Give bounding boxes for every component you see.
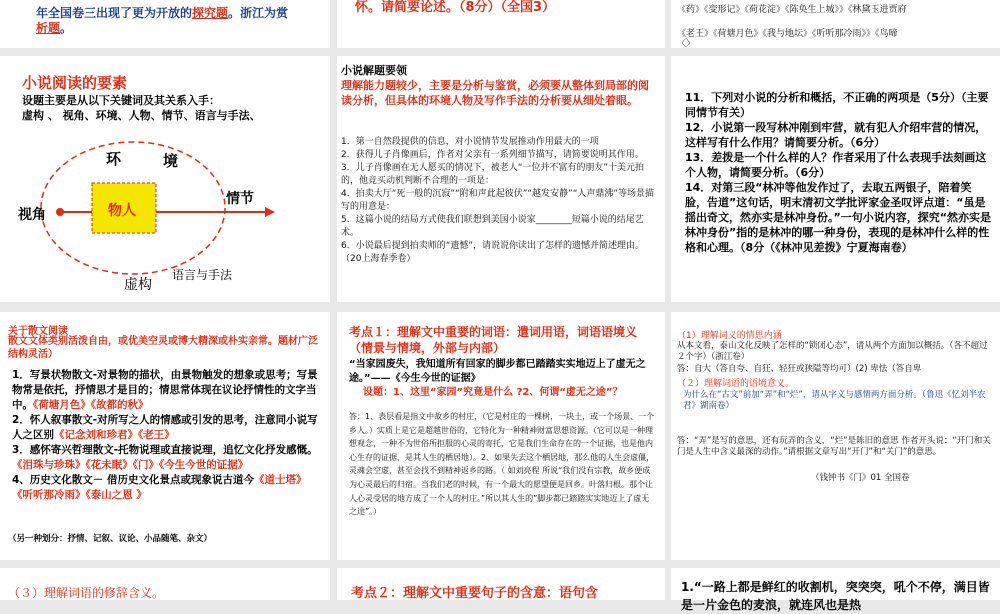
question-item: 11．下列对小说的分析和概括，不正确的两项是（5分）（主要同情节有关） [685, 91, 989, 119]
lead-text: 散文文体类别活泼自由，或优美空灵或博大精深或朴实亲常。题材广泛结构灵活） [8, 336, 318, 360]
slide-heading: 小说解题要领 [341, 64, 407, 77]
question-text: 怀。请简要论述。（8分）（全国3） [355, 0, 556, 15]
slide-heading: 考点１：理解文中重要的词语：遣词用语，词语语境义（情景与情境，外部与内部） [349, 325, 638, 355]
text-span: 年全国卷三出现了更为开放的 [36, 6, 193, 20]
type-works: 《荷塘月色》《故都的秋》 [33, 399, 149, 411]
question-item: 5．这篇小说的结局方式使我们联想到美国小说家________短篇小说的结尾艺术。 [341, 215, 644, 238]
slide-key-point-1[interactable] [337, 312, 665, 560]
slide-top-left[interactable] [0, 0, 330, 48]
slide-top-middle[interactable] [337, 0, 665, 48]
slide-key-point-2[interactable] [337, 568, 665, 600]
label-plot: 情节 [226, 191, 254, 207]
type-text: 4、历史文化散文－ 借历史文化景点或现象说古道今 [12, 474, 254, 486]
section-heading: （２）理解词语的语境意义。 [677, 379, 795, 389]
essay-type-list [12, 368, 322, 503]
essay-type-item [12, 368, 322, 413]
slide-text: 1.“一路上都是鲜红的收割机，突突突，吼个不停，满目皆是一片金色的麦浪，就连风也是热 [681, 580, 990, 612]
type-works: 《记念刘和珍君》《老王》 [54, 429, 175, 441]
essay-type-item [12, 443, 322, 473]
question-item: 3．儿子肖像画在无人愿买的情况下，被老人“一位并不富有的朋友”十美元拍的，他竞买动机判断不合理的一项是： [341, 163, 645, 186]
question-item: 1．第一自然段提供的信息，对小说情节发展推动作用最大的一项 [341, 137, 599, 147]
text-span: 。 [60, 21, 73, 35]
works-line: 〈〉 [677, 39, 696, 49]
question-item: 2．获得儿子肖像画后，作者对父亲有一系列细节描写，请简要说明其作用。 [341, 150, 644, 160]
label-viewpoint: 视角 [18, 207, 46, 223]
question-item: 13．差拨是一个什么样的人？作者采用了什么表现手法刻画这个人物，请简要分析。（6分） [685, 151, 987, 179]
slide-heading: （３）理解词语的修辞含义。 [8, 586, 165, 600]
label-environment: 环 [106, 150, 122, 168]
slide-heading: 关于散文阅读 [8, 326, 68, 337]
question-item: 6．小说最后提到拍卖师的“遗憾”，请说说你读出了怎样的遗憾并简述理由。（20上海春季卷） [341, 241, 645, 264]
footer-note: （另一种划分：抒情、记叙、议论、小品随笔、杂文） [8, 534, 213, 544]
label-environment-2: 境 [163, 152, 179, 170]
answer-text: 答：自大（答自夸、自狂、轻狂或狭隘等均可）(2) 卑怯（答自卑 [677, 364, 922, 374]
question-item: 4．拍卖大厅“死一般的沉寂”“附和声此起彼伏”“越发安静”“人声鼎沸”等场景描写的用意是： [341, 189, 655, 212]
slide-novel-tips[interactable] [337, 56, 665, 302]
essay-type-item [12, 413, 322, 443]
viewpoint-dot [56, 208, 64, 216]
slide-top-right[interactable] [671, 0, 1000, 48]
slide-text [36, 6, 288, 36]
slide-word-meaning[interactable] [671, 312, 1000, 560]
answer-text: 答：“弄”是写的意思，还有玩弄的含义，“烂”是陈旧的意思 作者开头说：“开门和关门是人生中含义最深的动作。”请根据文章写出“开门”和“关门”的意思。 [677, 436, 991, 457]
question-text: 为什么在“古文”前加“弄”和“烂”，请从字义与感情两方面分析。（鲁迅《忆刘半农君》湖南卷） [683, 390, 986, 411]
text-span: 。浙江为赏 [228, 6, 289, 20]
question-text: 从本文看，泰山文化反映了怎样的“锁闭心态”，请从两个方面加以概括。（各不超过２个字）（浙江卷） [677, 341, 988, 362]
slide-novel-elements[interactable] [0, 56, 330, 302]
question-text: 设题：1、这里“家园”究竟是什么 ?2、何谓“虚无之途”？ [363, 387, 623, 398]
type-text: 2．怀人叙事散文-对所写之人的情感或引发的思考，注意同小说写人之区别 [12, 414, 318, 441]
essay-type-item [12, 473, 322, 503]
keyword-link: 探究题 [192, 6, 229, 20]
elements-diagram [0, 56, 330, 302]
answer-text: 答：1、表层看是指文中故乡的村庄，（它是村庄的一棵树，一块土，或一个场景、一个乡人。）实质上是它是超越世俗的，它特化为一种精神财富思想资源。（它可以是一种理想观念，一种不为世俗所拒服的心灵的寄托，它是我们生命存在的一个证据，也是他内心生存的证据，是其人生的栖居地）。2、如果失去这个栖居地，那么他的人生会虚僵，灵魂会空虚，甚至会找不到精神返乡的路。（ 如刘亮程 所说“我们没有宗教，故乡便成为心灵最后的归宿。当我们老的时候，有一个最大的愿望便是回乡。叶落归根。那个让人心灵受居的地方成了一个人的村庄。”所以其人生的”脚步都已踏踏实实地迈上了虚无之途”。） [349, 412, 655, 517]
works-line: 《老王》《荷塘月色》《我与地坛》《听听那冷雨》》《鸟啼 [677, 29, 898, 39]
slide-rhetoric[interactable] [0, 568, 330, 600]
section-heading: （1）理解词义的情思内涵 [677, 331, 782, 341]
type-works: 《道士塔》《听听那冷雨》《泰山之恩 》 [12, 474, 307, 501]
label-fiction: 虚构 [124, 277, 152, 293]
source-text: （钱钟书《门》01 全国卷 [811, 473, 910, 483]
type-text: 3．感怀寄兴哲理散文-托物说理或直接说理，追忆文化抒发感慨。 [12, 444, 318, 456]
question-item: 14．对第三段“林冲等他发作过了，去取五两银子，陪着笑脸，告道”这句话，明末清初文学批评家金圣叹评点道：“虽是揺出奇文，然亦实是林冲身份。”一句小说内容，探究“然亦实是林冲身份”指的是林冲的哪一种身份，表现的是林冲什么样的性格和心理。（8分（《林冲见差拨》宁夏海南卷） [685, 181, 991, 254]
lead-text: 理解能力题较少，主要是分析与鉴赏，必须要从整体到局部的阅读分析，但具体的环境人物及写作手法的分析要从细处着眼。 [341, 79, 649, 107]
slide-essay-types[interactable] [0, 312, 330, 560]
slide-title: 小说阅读的要素 [22, 74, 128, 92]
plot-arrowhead [265, 207, 275, 217]
type-text: 1．写景状物散文-对景物的描状，由景物触发的想象或思考；写景物常是依托，抒情思才是目的；情思常体现在议论抒情性的文字当中。 [12, 369, 318, 411]
works-line: 《药》《变形记》《荷花淀》《陈奂生上城》》《林黛玉进贾府 [677, 5, 907, 15]
question-list [685, 90, 993, 255]
label-language: 语言与手法 [172, 268, 233, 282]
type-works: 《泪珠与珍珠》《花未眠》《门》《今生今世的证据》 [12, 459, 249, 471]
keyword-link: 析题 [36, 21, 61, 35]
question-item: 12．小说第一段写林冲刚到牢营，就有犯人介绍牢营的情况，这样写有什么作用？请简要分析。（6分） [685, 121, 987, 149]
slide-heading: 考点２：理解文中重要句子的含意：语句含 [351, 586, 599, 601]
slide-lin-chong[interactable] [671, 56, 1000, 302]
question-list [341, 136, 659, 266]
intro-text: 设题主要是从以下关键词及其关系入手： [22, 94, 220, 107]
quote-text: “当家园废失，我知道所有回家的脚步都已踏踏实实地迈上了虚无之途。”——《今生今世的证据》 [349, 359, 646, 384]
keywords-text: 虚构 、 视角、环境、人物、情节、语言与手法、 [22, 109, 261, 122]
label-character: 物人 [108, 203, 136, 219]
slide-harvest[interactable] [671, 568, 1000, 612]
